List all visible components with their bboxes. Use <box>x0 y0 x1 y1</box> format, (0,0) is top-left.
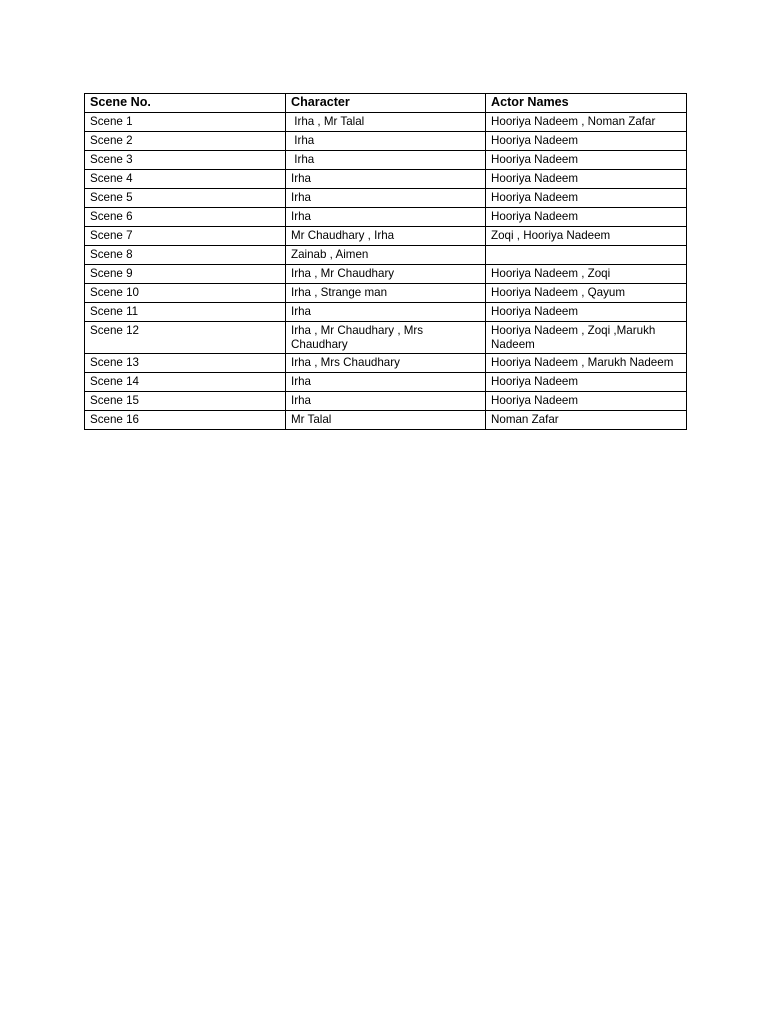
actor-cell: Zoqi , Hooriya Nadeem <box>486 227 687 246</box>
scene-cell: Scene 11 <box>85 303 286 322</box>
scene-cell: Scene 7 <box>85 227 286 246</box>
table-row <box>85 322 687 354</box>
character-cell: Zainab , Aimen <box>286 246 486 265</box>
actor-cell: Hooriya Nadeem <box>486 132 687 151</box>
table-row <box>85 303 687 322</box>
character-cell: Irha <box>286 132 486 151</box>
scene-cell: Scene 3 <box>85 151 286 170</box>
table-row <box>85 227 687 246</box>
table-row <box>85 284 687 303</box>
scene-cell: Scene 6 <box>85 208 286 227</box>
scene-cell: Scene 9 <box>85 265 286 284</box>
column-header-actor-names: Actor Names <box>486 94 687 113</box>
actor-cell: Hooriya Nadeem <box>486 189 687 208</box>
character-cell: Irha , Mrs Chaudhary <box>286 354 486 373</box>
character-cell: Irha , Mr Chaudhary , Mrs Chaudhary <box>286 322 486 354</box>
character-cell: Irha <box>286 170 486 189</box>
scene-cell: Scene 1 <box>85 113 286 132</box>
scene-cell: Scene 5 <box>85 189 286 208</box>
table-row <box>85 132 687 151</box>
actor-cell: Hooriya Nadeem , Qayum <box>486 284 687 303</box>
character-cell: Mr Chaudhary , Irha <box>286 227 486 246</box>
actor-cell: Hooriya Nadeem , Zoqi <box>486 265 687 284</box>
scene-cell: Scene 4 <box>85 170 286 189</box>
character-cell: Irha <box>286 208 486 227</box>
actor-cell: Hooriya Nadeem , Noman Zafar <box>486 113 687 132</box>
scene-cell: Scene 14 <box>85 373 286 392</box>
actor-cell: Noman Zafar <box>486 411 687 430</box>
actor-cell: Hooriya Nadeem <box>486 208 687 227</box>
scene-cell: Scene 15 <box>85 392 286 411</box>
character-cell: Irha , Mr Chaudhary <box>286 265 486 284</box>
character-cell: Irha , Strange man <box>286 284 486 303</box>
character-cell: Mr Talal <box>286 411 486 430</box>
character-cell: Irha <box>286 303 486 322</box>
table-row <box>85 208 687 227</box>
actor-cell: Hooriya Nadeem <box>486 151 687 170</box>
character-cell: Irha <box>286 151 486 170</box>
actor-cell <box>486 246 687 265</box>
table-row <box>85 246 687 265</box>
table-row <box>85 373 687 392</box>
actor-cell: Hooriya Nadeem , Zoqi ,Marukh Nadeem <box>486 322 687 354</box>
cast-table <box>84 93 687 430</box>
actor-cell: Hooriya Nadeem , Marukh Nadeem <box>486 354 687 373</box>
scene-cell: Scene 12 <box>85 322 286 354</box>
character-cell: Irha <box>286 392 486 411</box>
actor-cell: Hooriya Nadeem <box>486 392 687 411</box>
scene-cell: Scene 13 <box>85 354 286 373</box>
scene-cell: Scene 8 <box>85 246 286 265</box>
column-header-character: Character <box>286 94 486 113</box>
table-body <box>85 113 687 430</box>
header-row <box>85 94 687 113</box>
character-cell: Irha <box>286 373 486 392</box>
column-header-scene-no: Scene No. <box>85 94 286 113</box>
character-cell: Irha <box>286 189 486 208</box>
scene-cell: Scene 10 <box>85 284 286 303</box>
table-row <box>85 392 687 411</box>
table-row <box>85 113 687 132</box>
table-row <box>85 151 687 170</box>
character-cell: Irha , Mr Talal <box>286 113 486 132</box>
scene-cell: Scene 2 <box>85 132 286 151</box>
scene-cell: Scene 16 <box>85 411 286 430</box>
actor-cell: Hooriya Nadeem <box>486 303 687 322</box>
table-header <box>85 94 687 113</box>
table-row <box>85 189 687 208</box>
table-row <box>85 411 687 430</box>
table-row <box>85 354 687 373</box>
table-row <box>85 265 687 284</box>
actor-cell: Hooriya Nadeem <box>486 373 687 392</box>
table-row <box>85 170 687 189</box>
actor-cell: Hooriya Nadeem <box>486 170 687 189</box>
